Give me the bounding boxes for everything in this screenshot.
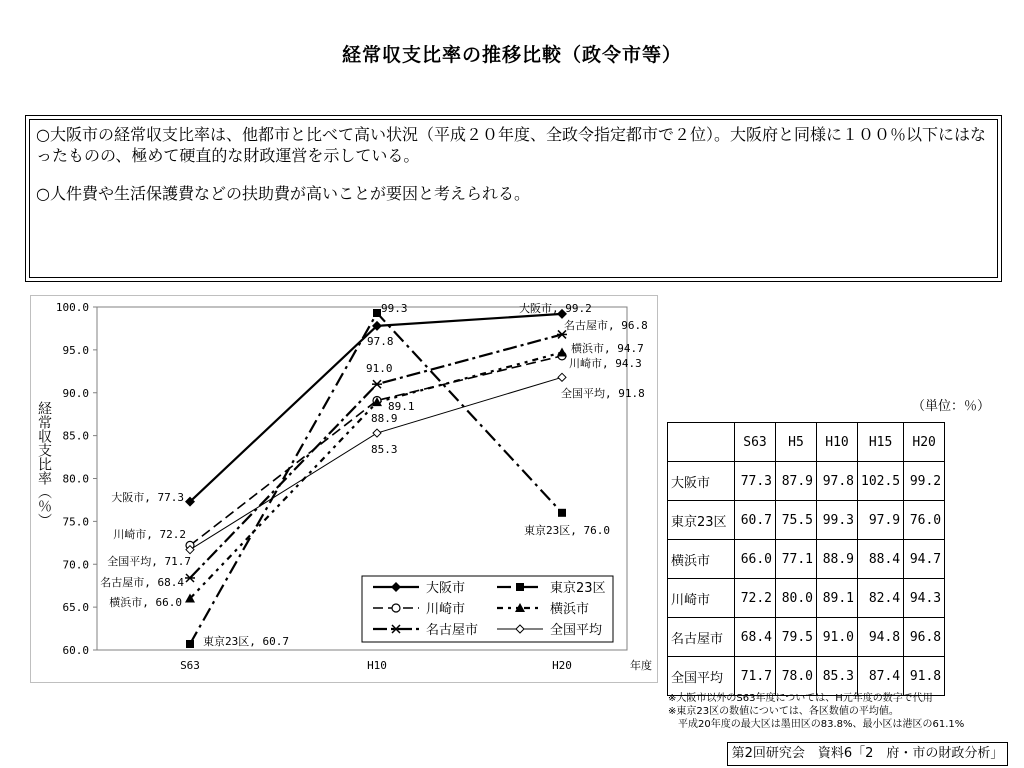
table-cell: 72.2 [735,579,776,618]
table-cell: 66.0 [735,540,776,579]
legend-label: 全国平均 [550,623,603,638]
data-label: 88.9 [371,412,398,425]
data-label: 横浜市, 94.7 [571,342,644,355]
table-cell: 97.9 [858,501,904,540]
table-cell: 94.7 [904,540,945,579]
table-cell: 91.8 [904,657,945,696]
summary-paragraph-2: ○人件費や生活保護費などの扶助費が高いことが要因と考えられる。 [36,184,530,203]
data-label: 大阪市, 77.3 [111,491,184,504]
page-title: 経常収支比率の推移比較（政令市等） [341,44,682,66]
table-row-name: 横浜市 [668,540,735,579]
legend [362,576,613,642]
table-cell: 71.7 [735,657,776,696]
table-cell: 102.5 [858,462,904,501]
data-label: 85.3 [371,443,398,456]
table-row-name: 東京23区 [668,501,735,540]
data-label: 89.1 [388,400,415,413]
y-tick-label: 60.0 [62,644,89,657]
table-cell: 78.0 [776,657,817,696]
marker-star [185,574,195,582]
table-row [668,462,945,501]
table-row-name: 大阪市 [668,462,735,501]
note-3: 平成20年度の最大区は墨田区の83.8%、最小区は港区の61.1% [668,719,965,730]
legend-label: 横浜市 [550,602,590,617]
table-cell: 76.0 [904,501,945,540]
table-cell: 88.9 [817,540,858,579]
data-label: 川崎市, 94.3 [569,357,642,370]
summary-box [25,115,1002,282]
table-cell: 99.3 [817,501,858,540]
table-cell: 87.9 [776,462,817,501]
table-cell: 77.3 [735,462,776,501]
data-label: 全国平均, 71.7 [107,555,191,568]
y-tick-label: 85.0 [62,429,89,443]
table-row-name: 全国平均 [668,657,735,696]
data-label: 91.0 [366,362,393,375]
table-cell: 85.3 [817,657,858,696]
table-row [668,540,945,579]
legend-label: 川崎市 [426,602,466,617]
table-header-cell [668,423,735,462]
table-cell: 94.8 [858,618,904,657]
table-cell: 91.0 [817,618,858,657]
table-cell: 97.8 [817,462,858,501]
legend-label: 東京23区 [550,581,606,596]
data-label: 全国平均, 91.8 [561,387,645,400]
x-tick-label: H10 [367,659,387,672]
y-tick-label: 75.0 [62,515,89,529]
table-row [668,618,945,657]
data-label: 名古屋市, 68.4 [100,576,184,589]
footer-label: 第2回研究会 資料6「2 府・市の財政分析」 [727,742,1008,766]
table-row [668,501,945,540]
table-cell: 88.4 [858,540,904,579]
y-axis-label: 経常収支比率（％） [36,401,52,527]
table-row-name: 川崎市 [668,579,735,618]
data-label: 横浜市, 66.0 [109,596,182,609]
data-label: 名古屋市, 96.8 [564,319,648,332]
y-tick-label: 90.0 [62,386,89,400]
table-cell: 79.5 [776,618,817,657]
marker-square [373,309,381,317]
marker-square [186,640,194,648]
table-cell: 77.1 [776,540,817,579]
y-tick-label: 80.0 [62,472,89,486]
table-header-cell: H15 [858,423,904,462]
line-chart [31,296,657,682]
marker-square [516,583,524,591]
table-row [668,579,945,618]
y-tick-label: 95.0 [62,343,89,357]
table-row [668,657,945,696]
data-label: 東京23区, 76.0 [524,524,610,537]
marker-triangle [557,347,567,356]
data-label: 99.3 [381,302,408,315]
x-axis-label: 年度 [630,659,652,672]
y-tick-label: 65.0 [62,601,89,615]
marker-square [558,509,566,517]
data-label: 大阪市, 99.2 [519,302,592,315]
table-header-cell: H20 [904,423,945,462]
data-table [667,422,945,696]
notes [668,692,964,731]
table-cell: 68.4 [735,618,776,657]
legend-label: 名古屋市 [426,623,479,638]
table-cell: 96.8 [904,618,945,657]
marker-diamond-open [373,429,381,437]
series-line [190,352,562,598]
note-1: ※大阪市以外のS63年度については、H元年度の数字で代用 [668,693,933,704]
marker-circle [392,604,400,612]
table-header-cell: H10 [817,423,858,462]
x-tick-label: H20 [552,659,572,672]
table-header-row [668,423,945,462]
table-cell: 60.7 [735,501,776,540]
chart-frame [30,295,658,683]
note-2: ※東京23区の数値については、各区数値の平均値。 [668,706,899,717]
x-tick-label: S63 [180,659,200,672]
marker-star [372,380,382,388]
table-cell: 87.4 [858,657,904,696]
data-label: 東京23区, 60.7 [203,635,289,648]
y-tick-label: 70.0 [62,558,89,572]
table-row-name: 名古屋市 [668,618,735,657]
summary-box-inner [29,119,998,278]
table-header-cell: S63 [735,423,776,462]
table-cell: 94.3 [904,579,945,618]
summary-paragraph-1: ○大阪市の経常収支比率は、他都市と比べて高い状況（平成２０年度、全政令指定都市で２位）。大阪府と同様に１００％以下にはなったものの、極めて硬直的な財政運営を示している。 [36,125,986,165]
table-cell: 82.4 [858,579,904,618]
y-tick-label: 100.0 [55,301,89,314]
table-cell: 80.0 [776,579,817,618]
table-cell: 75.5 [776,501,817,540]
table-cell: 89.1 [817,579,858,618]
marker-diamond-open [558,373,566,381]
data-label: 川崎市, 72.2 [113,528,186,541]
data-label: 97.8 [367,335,394,348]
table-header-cell: H5 [776,423,817,462]
unit-label: （単位：％） [912,399,991,414]
table-cell: 99.2 [904,462,945,501]
legend-label: 大阪市 [426,581,466,596]
